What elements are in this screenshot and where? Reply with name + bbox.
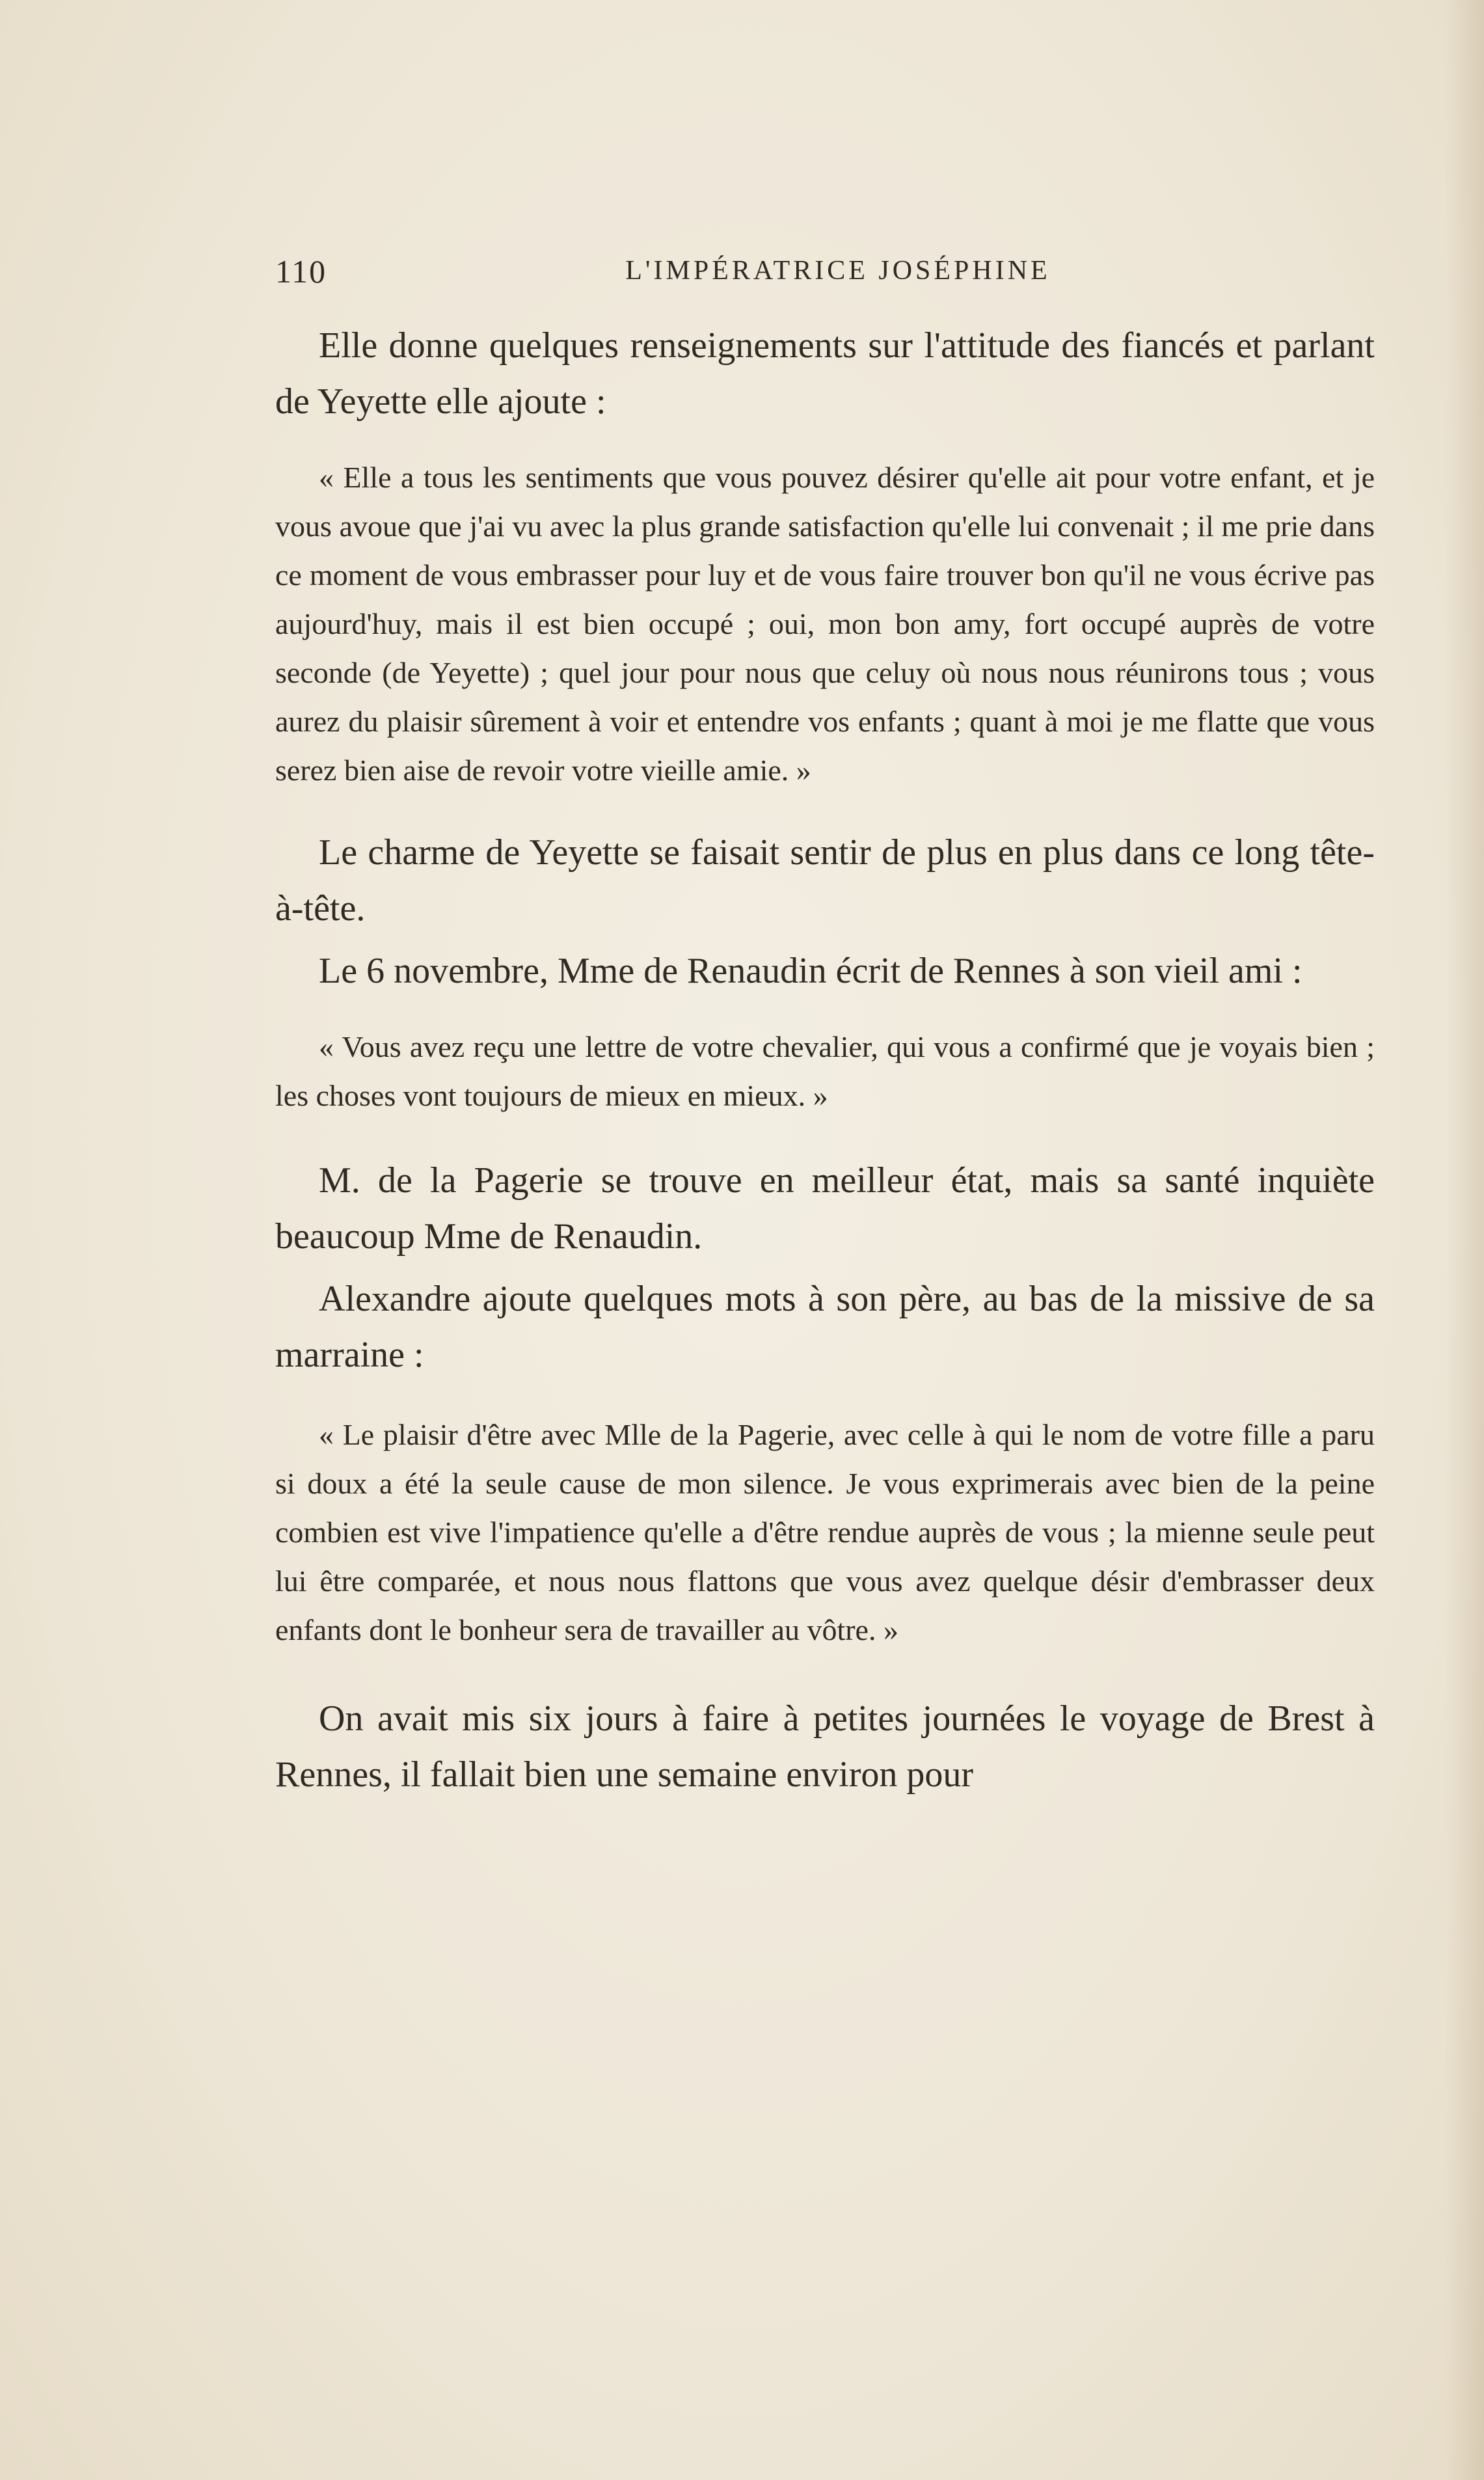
quote-alexandre-letter: « Le plaisir d'être avec Mlle de la Pagerie, avec celle à qui le nom de votre fille a paru si doux a été la seule cause de mon silence. Je vous exprimerais avec bien de la peine combien est vive l'impatience qu'elle a d'être rendue auprès de vous ; la mienne seule peut lui être comparée, et nous nous flattons que vous avez quelque désir d'embrasser deux enfants dont le bonheur sera de travailler au vôtre. » <box>275 1418 1375 1646</box>
quote-renaudin-letter: « Elle a tous les sentiments que vous pouvez désirer qu'elle ait pour votre enfant, et je vous avoue que j'ai vu avec la plus grande satisfaction qu'elle lui convenait ; il me prie dans ce moment de vous embrasser pour luy et de vous faire trouver bon qu'il ne vous écrive pas aujourd'huy, mais il est bien occupé ; oui, mon bon amy, fort occupé auprès de votre seconde (de Yeyette) ; quel jour pour nous que celuy où nous nous réunirons tous ; vous aurez du plaisir sûrement à voir et entendre vos enfants ; quant à moi je me flatte que vous serez bien aise de revoir votre vieille amie. » <box>275 461 1375 787</box>
page-body <box>275 318 1375 1803</box>
page-edge-shadow <box>1445 0 1484 2480</box>
running-header <box>275 252 1375 292</box>
page-number: 110 <box>275 253 327 290</box>
paragraph-yeyette-charm: Le charme de Yeyette se faisait sentir de plus en plus dans ce long tête-à-tête. <box>275 832 1375 929</box>
paragraph-voyage: On avait mis six jours à faire à petites journées le voyage de Brest à Rennes, il fallait bien une semaine environ pour <box>275 1698 1375 1795</box>
paragraph-intro: Elle donne quelques renseignements sur l'attitude des fiancés et parlant de Yeyette elle ajoute : <box>275 325 1375 422</box>
quote-chevalier-letter: « Vous avez reçu une lettre de votre chevalier, qui vous a confirmé que je voyais bien ; les choses vont toujours de mieux en mieux. » <box>275 1030 1375 1112</box>
paragraph-alexandre: Alexandre ajoute quelques mots à son père, au bas de la missive de sa marraine : <box>275 1279 1375 1375</box>
paragraph-pagerie-health: M. de la Pagerie se trouve en meilleur état, mais sa santé inquiète beaucoup Mme de Renaudin. <box>275 1160 1375 1257</box>
running-title: L'IMPÉRATRICE JOSÉPHINE <box>625 256 1051 286</box>
paragraph-november-letter: Le 6 novembre, Mme de Renaudin écrit de Rennes à son vieil ami : <box>319 951 1302 991</box>
